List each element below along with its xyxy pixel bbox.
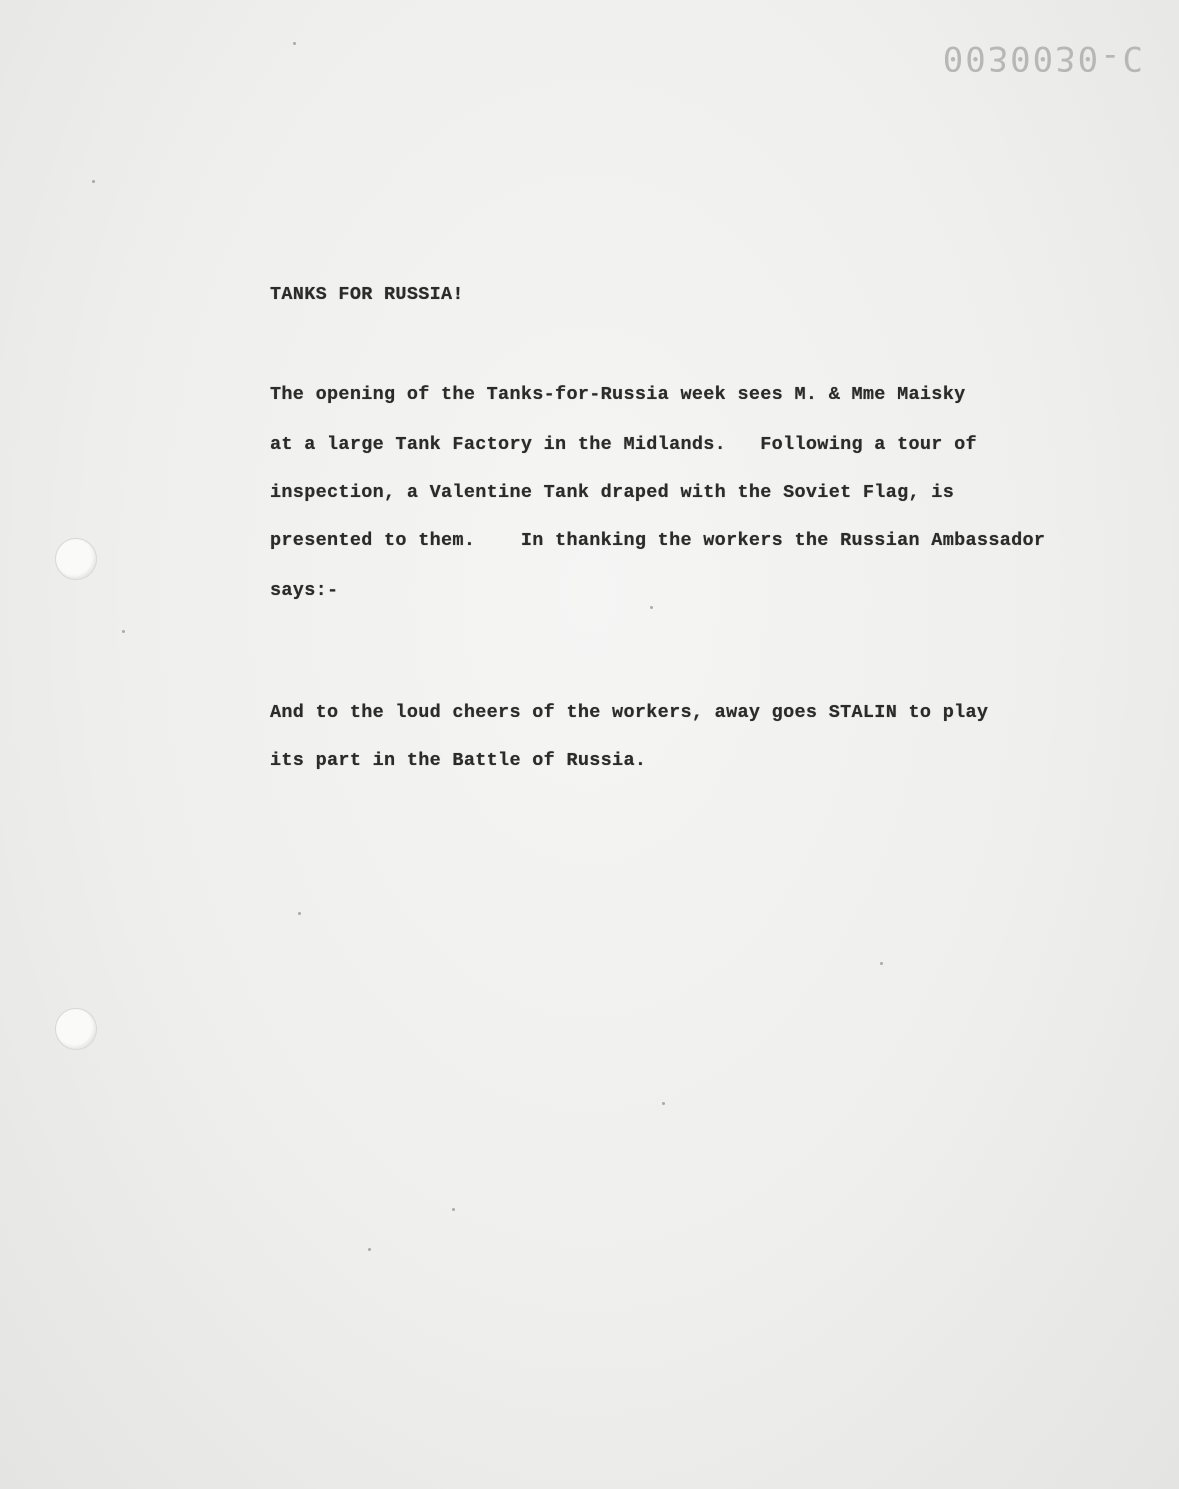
- paragraph-1-line: inspection, a Valentine Tank draped with the Soviet Flag, is: [270, 482, 955, 503]
- paper-speck: [650, 606, 653, 609]
- paragraph-2-line: And to the loud cheers of the workers, away goes STALIN to play: [270, 702, 989, 723]
- paper-speck: [293, 42, 296, 45]
- paper-speck: [122, 630, 125, 633]
- paper-speck: [452, 1208, 455, 1211]
- paper-speck: [662, 1102, 665, 1105]
- document-number-stamp: 0030030-C: [942, 38, 1145, 78]
- paragraph-2-line: its part in the Battle of Russia.: [270, 750, 647, 771]
- paragraph-1-line: The opening of the Tanks-for-Russia week sees M. & Mme Maisky: [270, 384, 966, 405]
- paper-speck: [368, 1248, 371, 1251]
- paragraph-1-line: says:-: [270, 580, 339, 601]
- paragraph-1-line: at a large Tank Factory in the Midlands. Following a tour of: [270, 434, 977, 455]
- punch-hole-bottom: [55, 1008, 97, 1050]
- punch-hole-top: [55, 538, 97, 580]
- paper-speck: [298, 912, 301, 915]
- paragraph-1-line: presented to them. In thanking the workers the Russian Ambassador: [270, 530, 1046, 551]
- paper-speck: [880, 962, 883, 965]
- document-heading: TANKS FOR RUSSIA!: [270, 284, 464, 305]
- paper-speck: [92, 180, 95, 183]
